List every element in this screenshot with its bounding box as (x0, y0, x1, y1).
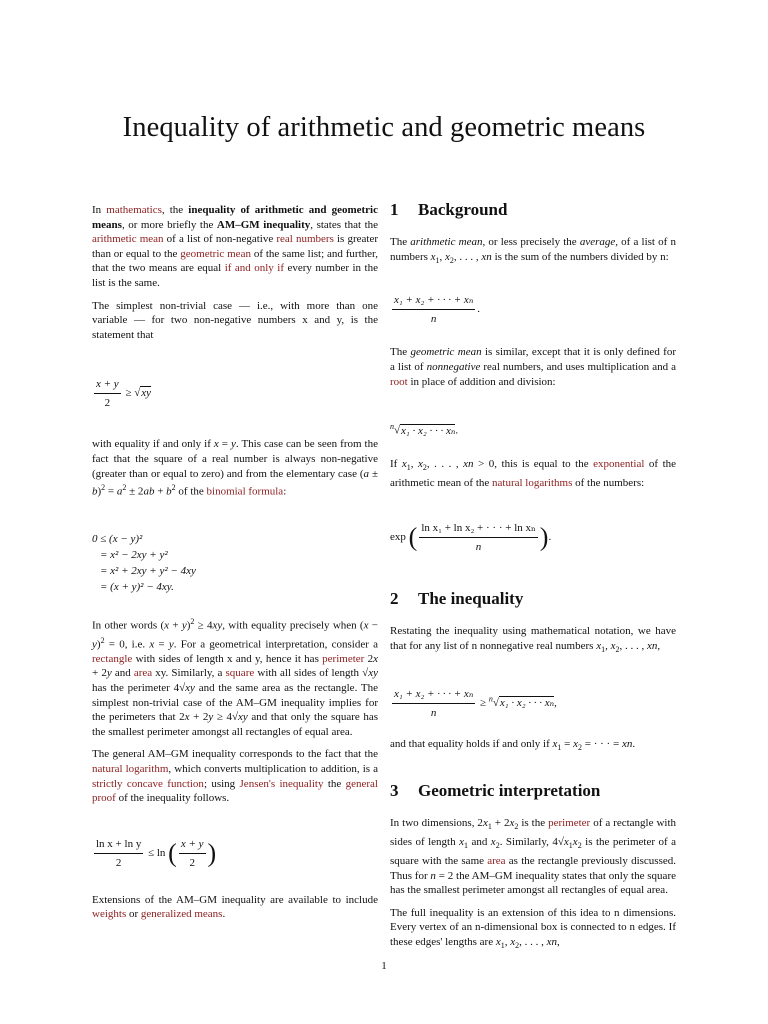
link-strictly-concave[interactable]: strictly concave function (92, 777, 204, 790)
link-square[interactable]: square (225, 667, 255, 680)
right-column (390, 200, 676, 962)
link-real-numbers[interactable]: real numbers (276, 233, 334, 246)
link-perimeter[interactable]: perimeter (322, 652, 365, 665)
align-line: = (x + y)² − 4xy. (100, 581, 174, 594)
equation-geometric-mean: $^n$√x₁ · x₂ · · · xₙ. (390, 422, 459, 437)
equality-paragraph: with equality if and only if x = y. This case can be seen from the fact that the square of a real number is always non-negative (greater than or equal to zero) and from the elementary case $(a \pm b)^2 = a^2 \pm 2ab + b^2$ of the binomial formula: (92, 438, 378, 498)
full-inequality-paragraph: The full inequality is an extension of this idea to n dimensions. Every vertex of an n-dimensional box is connected to n edges. If these edges' lengths are $x_1$, $x_2$, . . . , xn, (390, 906, 676, 951)
equation-am-gm-two: $\frac{x + y}{2}$ ≥ √xy (96, 378, 152, 410)
link-mathematics[interactable]: mathematics (106, 204, 162, 216)
link-arithmetic-mean[interactable]: arithmetic mean (92, 233, 164, 246)
intro-paragraph: In mathematics, the inequality of arithmetic and geometric means, or more briefly the AM–GM inequality, states that the arithmetic mean of a list of non-negative real numbers is greater than or equal to the geometric mean of the same list; and further, that the two means are equal if and only if every number in the list is the same. (92, 204, 379, 289)
section-heading-background: 1 Background (390, 200, 508, 219)
link-rectangle[interactable]: rectangle (92, 652, 133, 665)
link-general-proof[interactable]: general proof (92, 777, 378, 805)
section-heading-geometric-interpretation: 3 Geometric interpretation (390, 781, 601, 801)
link-natural-logarithm[interactable]: natural logarithm (92, 763, 169, 776)
align-line: = x² + 2xy + y² − 4xy (100, 565, 196, 578)
link-jensens-inequality[interactable]: Jensen's inequality (239, 777, 324, 790)
link-natural-logarithms[interactable]: natural logarithms (492, 476, 573, 489)
equation-arithmetic-mean: $\frac{\text{x₁ + x₂ + · · · + xₙ}}{n}$ . (394, 294, 481, 326)
page-number: 1 (381, 960, 387, 972)
equation-exp-log: exp ( $\frac{\text{ln x₁ + ln x₂ + · · · + ln xₙ}}{n}$ ). (390, 522, 552, 554)
geometric-mean-paragraph: The geometric mean is similar, except that it is only defined for a list of nonnegative real numbers, and uses multiplication and a root in place of addition and division: (390, 346, 676, 388)
concave-paragraph: The general AM–GM inequality corresponds to the fact that the natural logarithm, which converts multiplication to addition, is a strictly concave function; using Jensen's inequality the general proof of the inequality follows. (92, 748, 378, 805)
link-root[interactable]: root (390, 375, 408, 388)
extensions-paragraph: Extensions of the AM–GM inequality are available to include weights or generalized means. (92, 893, 378, 921)
link-area-2[interactable]: area (487, 854, 506, 867)
equation-align (92, 531, 378, 595)
align-line: = x² − 2xy + y² (100, 549, 168, 562)
link-geometric-mean[interactable]: geometric mean (180, 247, 251, 260)
align-line: 0 ≤ (x − y)² (92, 533, 143, 546)
geometric-paragraph: In other words $(x + y)^2 \ge 4xy$, with equality precisely when $(x - y)^2 = 0$, i.e. x = y. For a geometrical interpretation, consider a rectangle with sides of length x and y, hence it has perimeter 2x + 2y and area xy. Similarly, a square with all sides of length √xy has the perimeter 4√xy and the same area as the rectangle. The simplest non-trivial case of the AM–GM inequality implies for the perimeters that 2x + 2y ≥ 4√xy and that only the square has the smallest perimeter amongst all rectangles of equal area. (92, 617, 379, 738)
link-area[interactable]: area (133, 667, 153, 680)
page-title: Inequality of arithmetic and geometric means (122, 112, 646, 143)
link-exponential[interactable]: exponential (593, 457, 645, 470)
link-binomial-formula[interactable]: binomial formula (206, 485, 284, 498)
link-if-and-only-if[interactable]: if and only if (224, 262, 285, 275)
restating-paragraph: Restating the inequality using mathematical notation, we have that for any list of n nonnegative real numbers $x_1$, $x_2$, . . . , xn, (390, 625, 676, 654)
exponential-paragraph: If $x_1$, $x_2$, . . . , xn > 0, this is equal to the exponential of the arithmetic mean of the natural logarithms of the numbers: (390, 457, 677, 489)
equation-log-concave: $\frac{\text{ln x + ln y}}{2}$ ≤ ln ( $\frac{x + y}{2}$ ) (96, 837, 217, 869)
equality-holds-paragraph: and that equality holds if and only if $x_1 = x_2$ = · · · = xn. (390, 737, 636, 752)
equation-am-gm-general: $\frac{\text{x₁ + x₂ + · · · + xₙ}}{n}$ ≥ $^n$√x₁ · x₂ · · · xₙ, (394, 687, 557, 719)
link-weights[interactable]: weights (92, 908, 127, 921)
link-perimeter-2[interactable]: perimeter (548, 817, 591, 830)
left-column (92, 203, 378, 930)
simplest-case-paragraph: The simplest non-trivial case — i.e., with more than one variable — for two non-negative numbers x and y, is the statement that (92, 299, 378, 341)
two-dimensions-paragraph: In two dimensions, $2x_1 + 2x_2$ is the perimeter of a rectangle with sides of length $x_1$ and $x_2$. Similarly, $4√x_1x_2$ is the perimeter of a square with the same area as the rectangle previously discussed. Thus for n = 2 the AM–GM inequality states that only the square has the smallest perimeter amongst all rectangles of equal area. (390, 817, 676, 897)
arithmetic-mean-paragraph: The arithmetic mean, or less precisely the average, of a list of n numbers $x_1$, $x_2$, . . . , xn is the sum of the numbers divided by n: (390, 236, 676, 265)
section-heading-inequality: 2 The inequality (390, 589, 524, 609)
link-generalized-means[interactable]: generalized means (140, 908, 223, 921)
